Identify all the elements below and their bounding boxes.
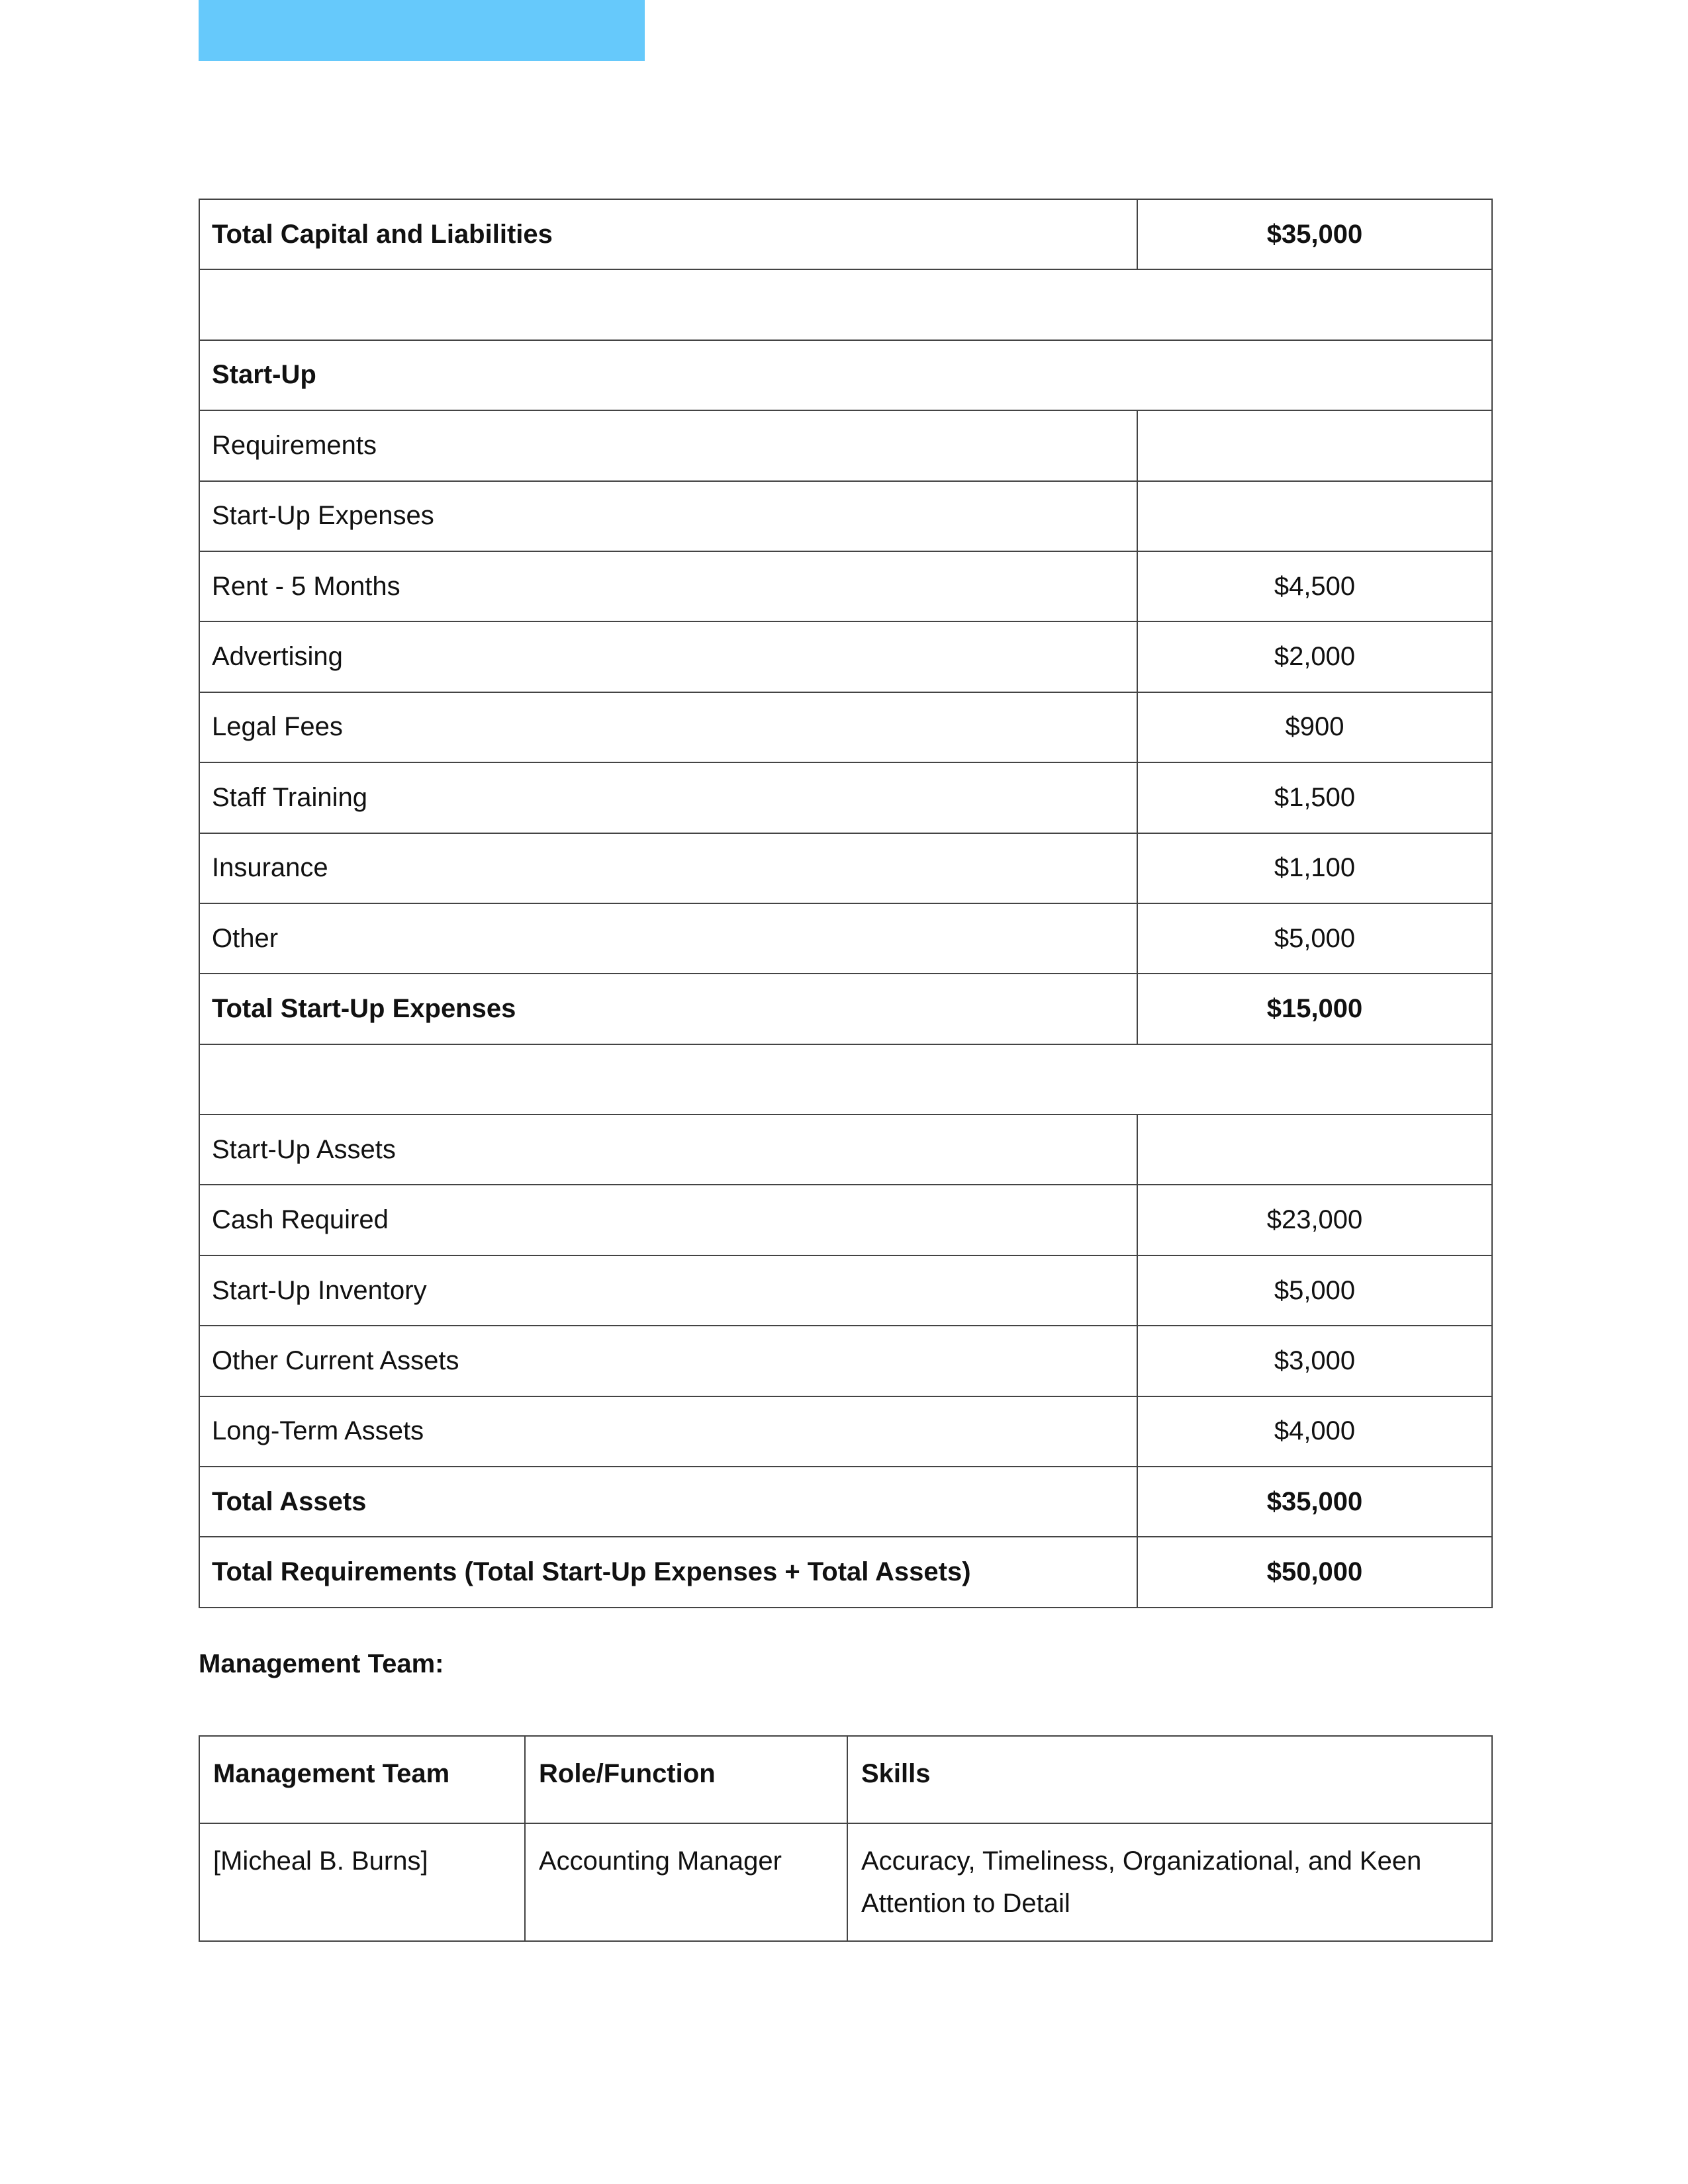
management-team-table [199,1735,1493,1942]
table-row [199,1185,1492,1255]
row-amount: $1,500 [1137,762,1492,833]
row-amount: $1,100 [1137,833,1492,903]
management-team-heading: Management Team: [199,1649,444,1678]
row-amount: $5,000 [1137,1255,1492,1326]
header-management-team: Management Team [199,1736,525,1823]
table-row [199,903,1492,974]
row-label: Requirements [199,410,1137,480]
table-row [199,340,1492,410]
table-row [199,762,1492,833]
table-row [199,621,1492,692]
table-row [199,692,1492,762]
table-row [199,1467,1492,1537]
row-label [199,1044,1492,1115]
row-label: Cash Required [199,1185,1137,1255]
row-amount: $4,000 [1137,1396,1492,1467]
table-row [199,974,1492,1044]
row-amount: $4,500 [1137,551,1492,621]
table-row [199,269,1492,340]
table-row [199,1396,1492,1467]
row-label: Total Capital and Liabilities [199,199,1137,269]
row-label: Start-Up Inventory [199,1255,1137,1326]
row-label: Start-Up Expenses [199,481,1137,551]
row-amount: $15,000 [1137,974,1492,1044]
row-label: Other Current Assets [199,1326,1137,1396]
row-amount: $2,000 [1137,621,1492,692]
table-row [199,1537,1492,1607]
row-amount: $35,000 [1137,199,1492,269]
row-label: Insurance [199,833,1137,903]
table-row [199,1823,1492,1941]
table-header-row [199,1736,1492,1823]
table-row [199,199,1492,269]
row-label: Start-Up [199,340,1492,410]
member-name: [Micheal B. Burns] [199,1823,525,1941]
row-amount [1137,410,1492,480]
table-row [199,481,1492,551]
row-amount: $50,000 [1137,1537,1492,1607]
row-amount: $23,000 [1137,1185,1492,1255]
table-row [199,551,1492,621]
row-amount: $900 [1137,692,1492,762]
row-amount: $3,000 [1137,1326,1492,1396]
row-label: Legal Fees [199,692,1137,762]
row-label: Advertising [199,621,1137,692]
row-label [199,269,1492,340]
row-label: Total Requirements (Total Start-Up Expenses + Total Assets) [199,1537,1137,1607]
table-row [199,1255,1492,1326]
row-label: Total Assets [199,1467,1137,1537]
row-label: Rent - 5 Months [199,551,1137,621]
member-role: Accounting Manager [525,1823,847,1941]
header-role-function: Role/Function [525,1736,847,1823]
header-skills: Skills [847,1736,1492,1823]
row-label: Other [199,903,1137,974]
row-label: Total Start-Up Expenses [199,974,1137,1044]
table-row [199,1326,1492,1396]
row-amount [1137,481,1492,551]
row-amount: $35,000 [1137,1467,1492,1537]
header-color-bar [199,0,645,61]
table-row [199,833,1492,903]
table-row [199,410,1492,480]
row-label: Long-Term Assets [199,1396,1137,1467]
row-amount [1137,1115,1492,1185]
row-amount: $5,000 [1137,903,1492,974]
table-row [199,1044,1492,1115]
member-skills: Accuracy, Timeliness, Organizational, and Keen Attention to Detail [847,1823,1492,1941]
startup-financials-table [199,199,1493,1608]
table-row [199,1115,1492,1185]
row-label: Start-Up Assets [199,1115,1137,1185]
row-label: Staff Training [199,762,1137,833]
